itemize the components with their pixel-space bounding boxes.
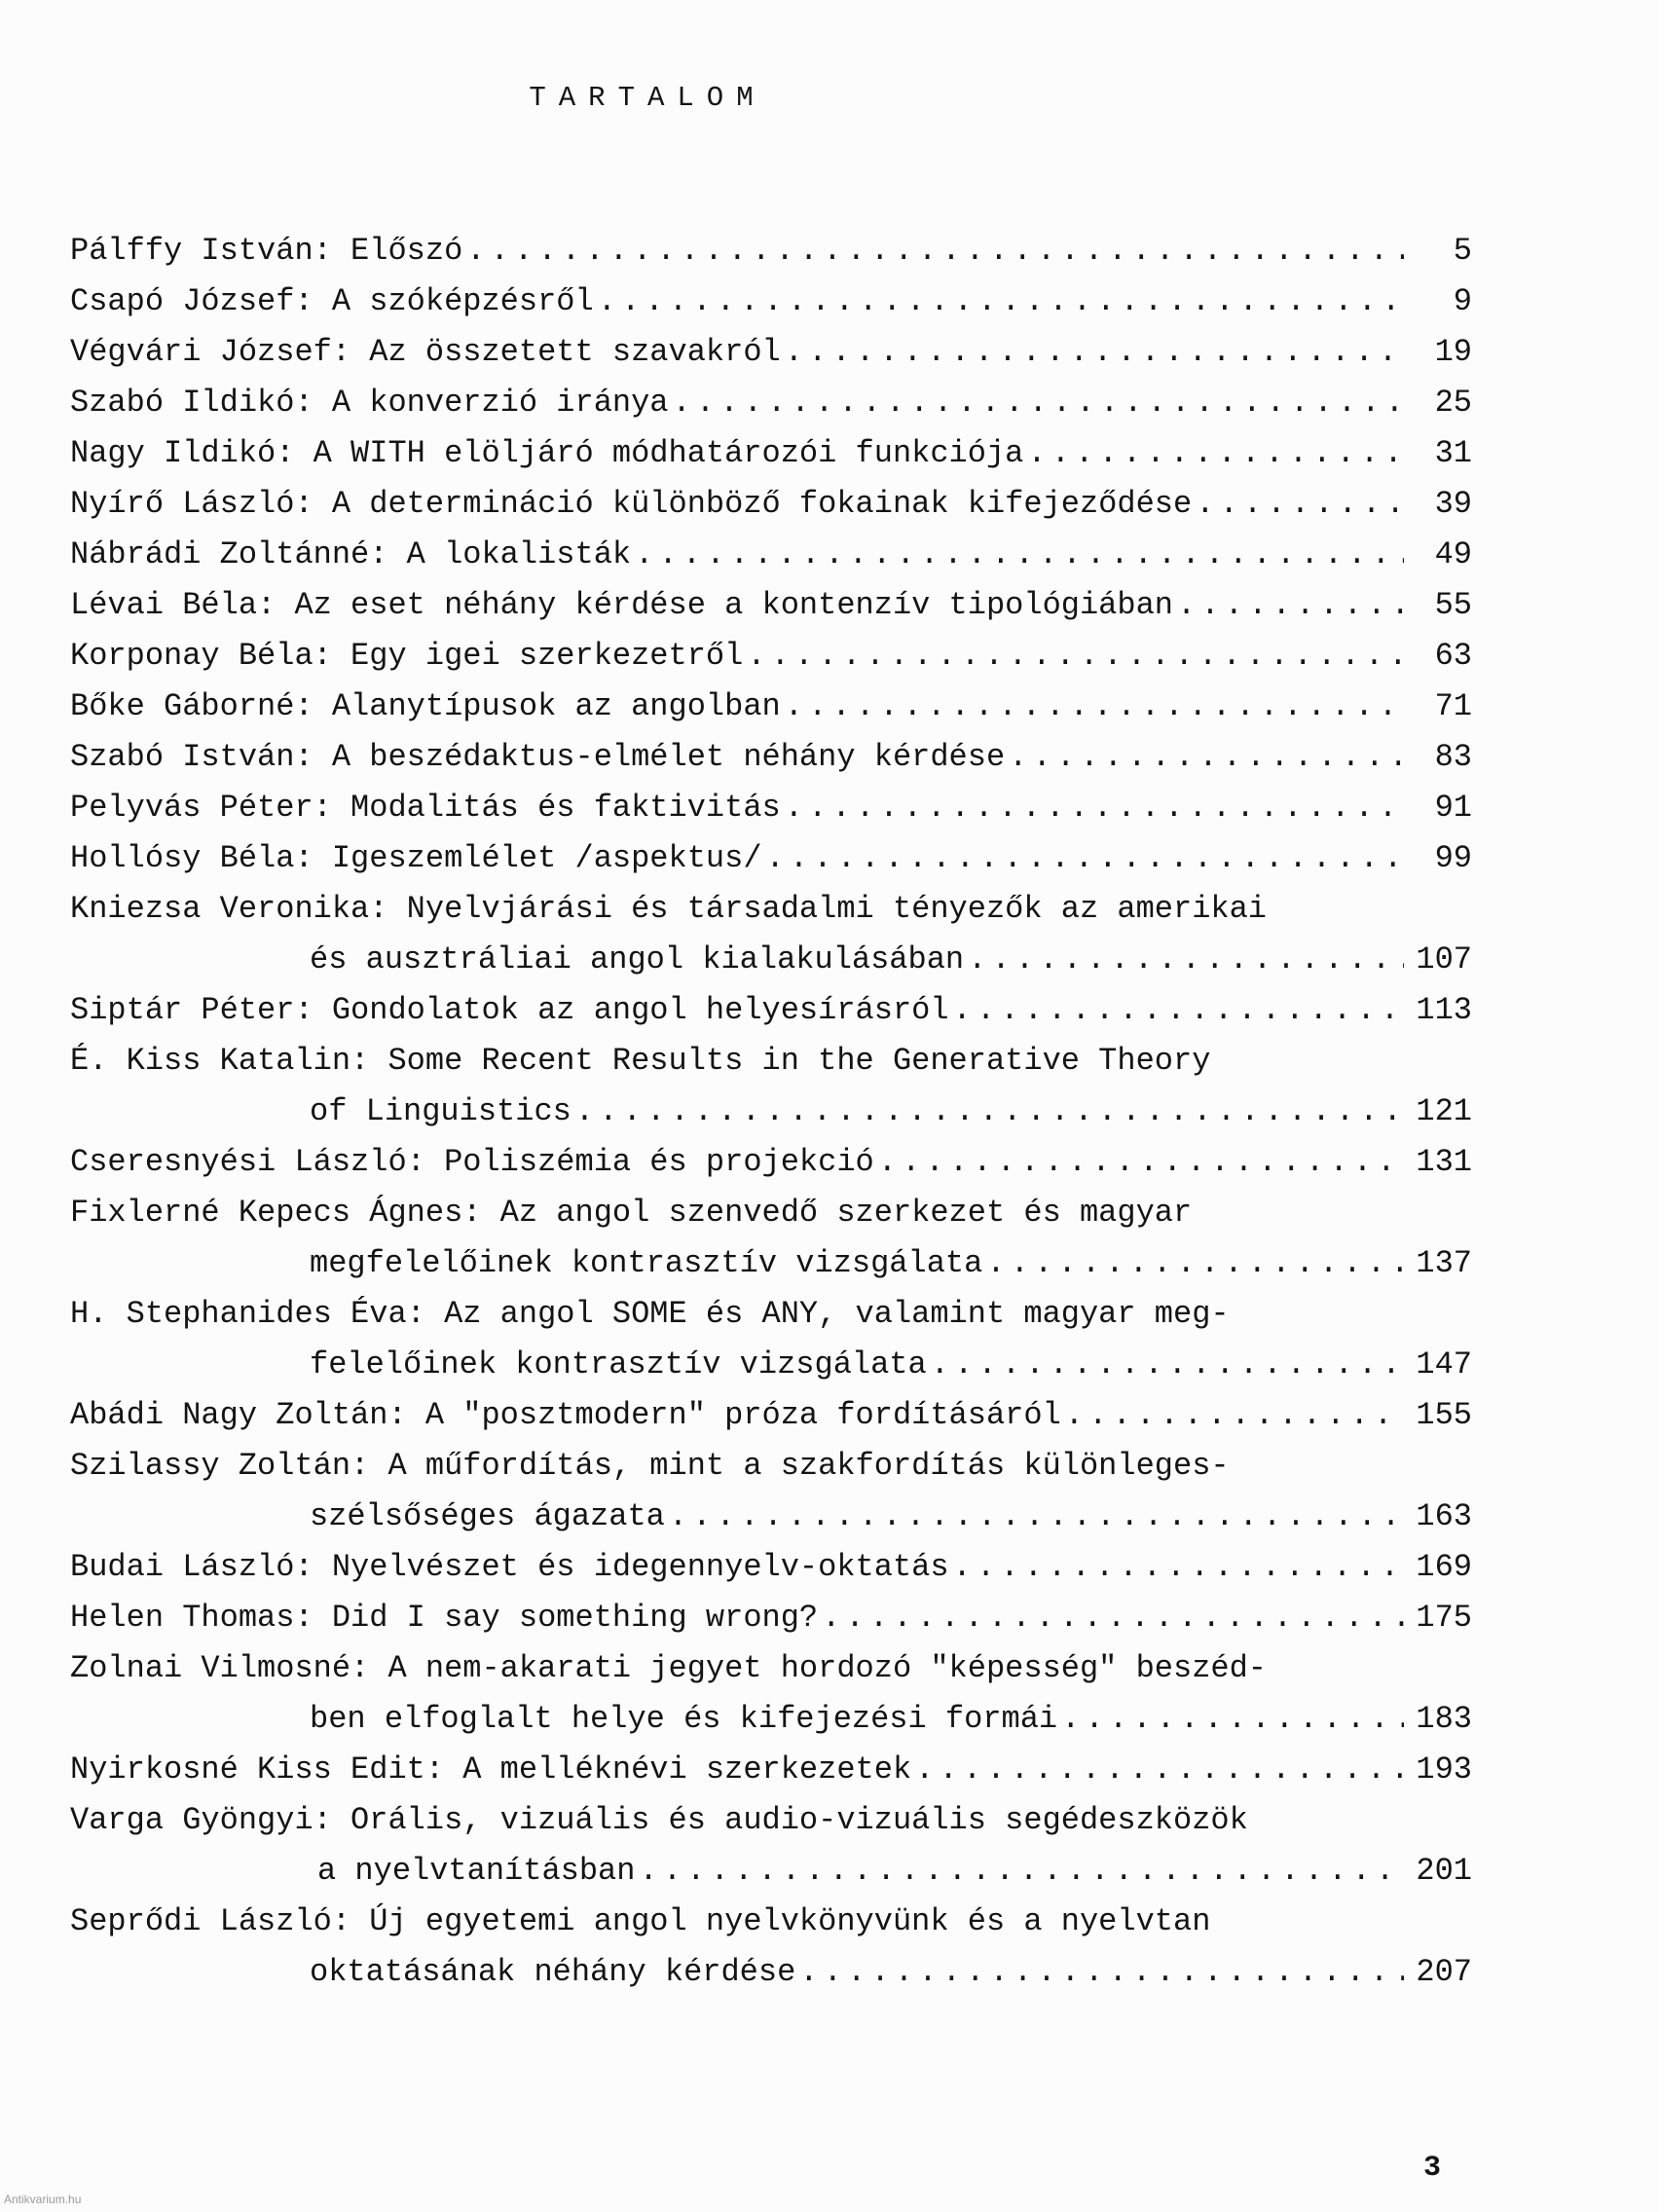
toc-entry-title-continued: megfelelőinek kontrasztív vizsgálata: [310, 1245, 983, 1281]
dot-leader: [575, 1087, 1404, 1137]
toc-entry-title: Helen Thomas: Did I say something wrong?: [70, 1600, 819, 1636]
toc-entry: [70, 1593, 1472, 1643]
dot-leader: [1061, 1694, 1404, 1745]
toc-entry-title-line: Seprődi László: Új egyetemi angol nyelvkönyvünk és a nyelvtan: [70, 1903, 1211, 1939]
toc-entry-title: Végvári József: Az összetett szavakról: [70, 334, 781, 370]
toc-entry: [70, 833, 1472, 884]
toc-page-number: 155: [1416, 1397, 1472, 1433]
toc-page-number: 163: [1416, 1498, 1472, 1534]
toc-entry-title-continued: szélsőséges ágazata: [310, 1498, 665, 1534]
toc-entry-title-line: H. Stephanides Éva: Az angol SOME és ANY, valamint magyar meg-: [70, 1296, 1230, 1332]
toc-entry: [70, 1745, 1472, 1795]
toc-entry-title: Bőke Gáborné: Alanytípusok az angolban: [70, 688, 781, 724]
dot-leader: [822, 1593, 1404, 1643]
toc-entry: [70, 378, 1472, 428]
toc-entry: [70, 327, 1472, 378]
toc-page-number: 107: [1416, 941, 1472, 977]
toc-entry: [70, 1087, 1472, 1137]
dot-leader: [466, 226, 1404, 276]
toc-page-number: 113: [1416, 992, 1472, 1028]
toc-entry-title: Korponay Béla: Egy igei szerkezetről: [70, 638, 744, 674]
dot-leader: [639, 1846, 1404, 1897]
toc-entry-title: Nagy Ildikó: A WITH elöljáró módhatározói funkciója: [70, 435, 1024, 471]
dot-leader: [766, 833, 1404, 884]
toc-entry-title: Pelyvás Péter: Modalitás és faktivitás: [70, 790, 781, 826]
table-of-contents: [70, 226, 1472, 1998]
toc-page-number: 55: [1434, 587, 1472, 623]
dot-leader: [878, 1137, 1404, 1188]
toc-entry-title-continued: ben elfoglalt helye és kifejezési formái: [310, 1701, 1058, 1737]
toc-entry-title: Nyírő László: A determináció különböző fokainak kifejeződése: [70, 486, 1193, 522]
toc-entry-title-line: Fixlerné Kepecs Ágnes: Az angol szenvedő szerkezet és magyar: [70, 1195, 1193, 1231]
toc-entry-title-continued: és ausztráliai angol kialakulásában: [310, 941, 965, 977]
toc-page-number: 83: [1434, 739, 1472, 775]
dot-leader: [1196, 479, 1404, 530]
toc-page-number: 169: [1416, 1549, 1472, 1585]
toc-page-number: 63: [1434, 638, 1472, 674]
dot-leader: [1027, 428, 1404, 479]
toc-entry-title: Nábrádi Zoltánné: A lokalisták: [70, 536, 632, 572]
toc-entry: [70, 1846, 1472, 1897]
watermark: Antikvarium.hu: [4, 2193, 82, 2206]
dot-leader: [953, 1542, 1404, 1593]
toc-entry-title-line: Zolnai Vilmosné: A nem-akarati jegyet hordozó "képesség" beszéd-: [70, 1650, 1267, 1686]
dot-leader: [669, 1492, 1404, 1542]
toc-entry-title: Abádi Nagy Zoltán: A "posztmodern" próza fordításáról: [70, 1397, 1061, 1433]
toc-entry-title-line: Szilassy Zoltán: A műfordítás, mint a szakfordítás különleges-: [70, 1448, 1230, 1484]
toc-entry-title: Budai László: Nyelvészet és idegennyelv-oktatás: [70, 1549, 949, 1585]
toc-page-number: 121: [1416, 1093, 1472, 1129]
toc-page-number: 183: [1416, 1701, 1472, 1737]
toc-entry: [70, 1492, 1472, 1542]
toc-entry: [70, 1390, 1472, 1441]
toc-entry-title-line: Varga Gyöngyi: Orális, vizuális és audio-vizuális segédeszközök: [70, 1802, 1248, 1838]
dot-leader: [785, 682, 1404, 732]
toc-page-number: 131: [1416, 1144, 1472, 1180]
toc-entry: [70, 479, 1472, 530]
toc-entry: [70, 935, 1472, 985]
toc-entry-title: Szabó István: A beszédaktus-elmélet néhány kérdése: [70, 739, 1006, 775]
toc-entry: [70, 783, 1472, 833]
toc-entry: [70, 428, 1472, 479]
toc-page-number: 39: [1434, 486, 1472, 522]
toc-entry-title: Siptár Péter: Gondolatok az angol helyesírásról: [70, 992, 949, 1028]
toc-entry: [70, 1542, 1472, 1593]
toc-entry-title: Pálffy István: Előszó: [70, 233, 463, 269]
toc-entry: [70, 682, 1472, 732]
dot-leader: [986, 1238, 1404, 1289]
dot-leader: [953, 985, 1404, 1036]
dot-leader: [915, 1745, 1404, 1795]
toc-entry-title: Nyirkosné Kiss Edit: A melléknévi szerkezetek: [70, 1751, 912, 1788]
toc-page-number: 175: [1416, 1600, 1472, 1636]
toc-entry-title-continued: oktatásának néhány kérdése: [310, 1954, 796, 1990]
toc-page-number: 91: [1434, 790, 1472, 826]
toc-entry: [70, 1694, 1472, 1745]
dot-leader: [673, 378, 1405, 428]
toc-entry: [70, 1947, 1472, 1998]
toc-entry: [70, 732, 1472, 783]
toc-entry: [70, 1238, 1472, 1289]
dot-leader: [1065, 1390, 1404, 1441]
page-title: TARTALOM: [529, 82, 766, 114]
dot-leader: [598, 276, 1404, 327]
toc-page-number: 19: [1434, 334, 1472, 370]
toc-entry: [70, 530, 1472, 580]
toc-entry: [70, 631, 1472, 682]
toc-page-number: 137: [1416, 1245, 1472, 1281]
toc-entry-title-continued: a nyelvtanításban: [317, 1853, 636, 1889]
page-number: 3: [1423, 2152, 1442, 2185]
dot-leader: [785, 327, 1404, 378]
toc-page-number: 49: [1434, 536, 1472, 572]
toc-page-number: 147: [1416, 1346, 1472, 1382]
dot-leader: [747, 631, 1404, 682]
toc-entry-title-continued: felelőinek kontrasztív vizsgálata: [310, 1346, 927, 1382]
toc-entry-title-line: Kniezsa Veronika: Nyelvjárási és társadalmi tényezők az amerikai: [70, 891, 1267, 927]
toc-entry: [70, 1137, 1472, 1188]
dot-leader: [785, 783, 1404, 833]
toc-entry-title: Csapó József: A szóképzésről: [70, 283, 594, 319]
toc-entry-title: Szabó Ildikó: A konverzió iránya: [70, 385, 669, 421]
toc-entry: [70, 985, 1472, 1036]
toc-page-number: 5: [1453, 233, 1472, 269]
toc-entry: [70, 226, 1472, 276]
toc-page-number: 9: [1453, 283, 1472, 319]
toc-entry: [70, 580, 1472, 631]
toc-page-number: 193: [1416, 1751, 1472, 1788]
toc-page-number: 71: [1434, 688, 1472, 724]
toc-page-number: 99: [1434, 840, 1472, 876]
toc-entry-title-continued: of Linguistics: [310, 1093, 571, 1129]
dot-leader: [1009, 732, 1404, 783]
toc-entry-title: Lévai Béla: Az eset néhány kérdése a kontenzív tipológiában: [70, 587, 1173, 623]
toc-page-number: 207: [1416, 1954, 1472, 1990]
dot-leader: [1177, 580, 1404, 631]
toc-page-number: 31: [1434, 435, 1472, 471]
dot-leader: [799, 1947, 1404, 1998]
toc-entry: [70, 1340, 1472, 1390]
toc-entry: [70, 276, 1472, 327]
dot-leader: [931, 1340, 1404, 1390]
dot-leader: [968, 935, 1404, 985]
toc-entry-title: Hollósy Béla: Igeszemlélet /aspektus/: [70, 840, 762, 876]
dot-leader: [635, 530, 1404, 580]
toc-entry-title: Cseresnyési László: Poliszémia és projekció: [70, 1144, 874, 1180]
toc-page-number: 201: [1416, 1853, 1472, 1889]
toc-page-number: 25: [1434, 385, 1472, 421]
toc-entry-title-line: É. Kiss Katalin: Some Recent Results in the Generative Theory: [70, 1043, 1211, 1079]
